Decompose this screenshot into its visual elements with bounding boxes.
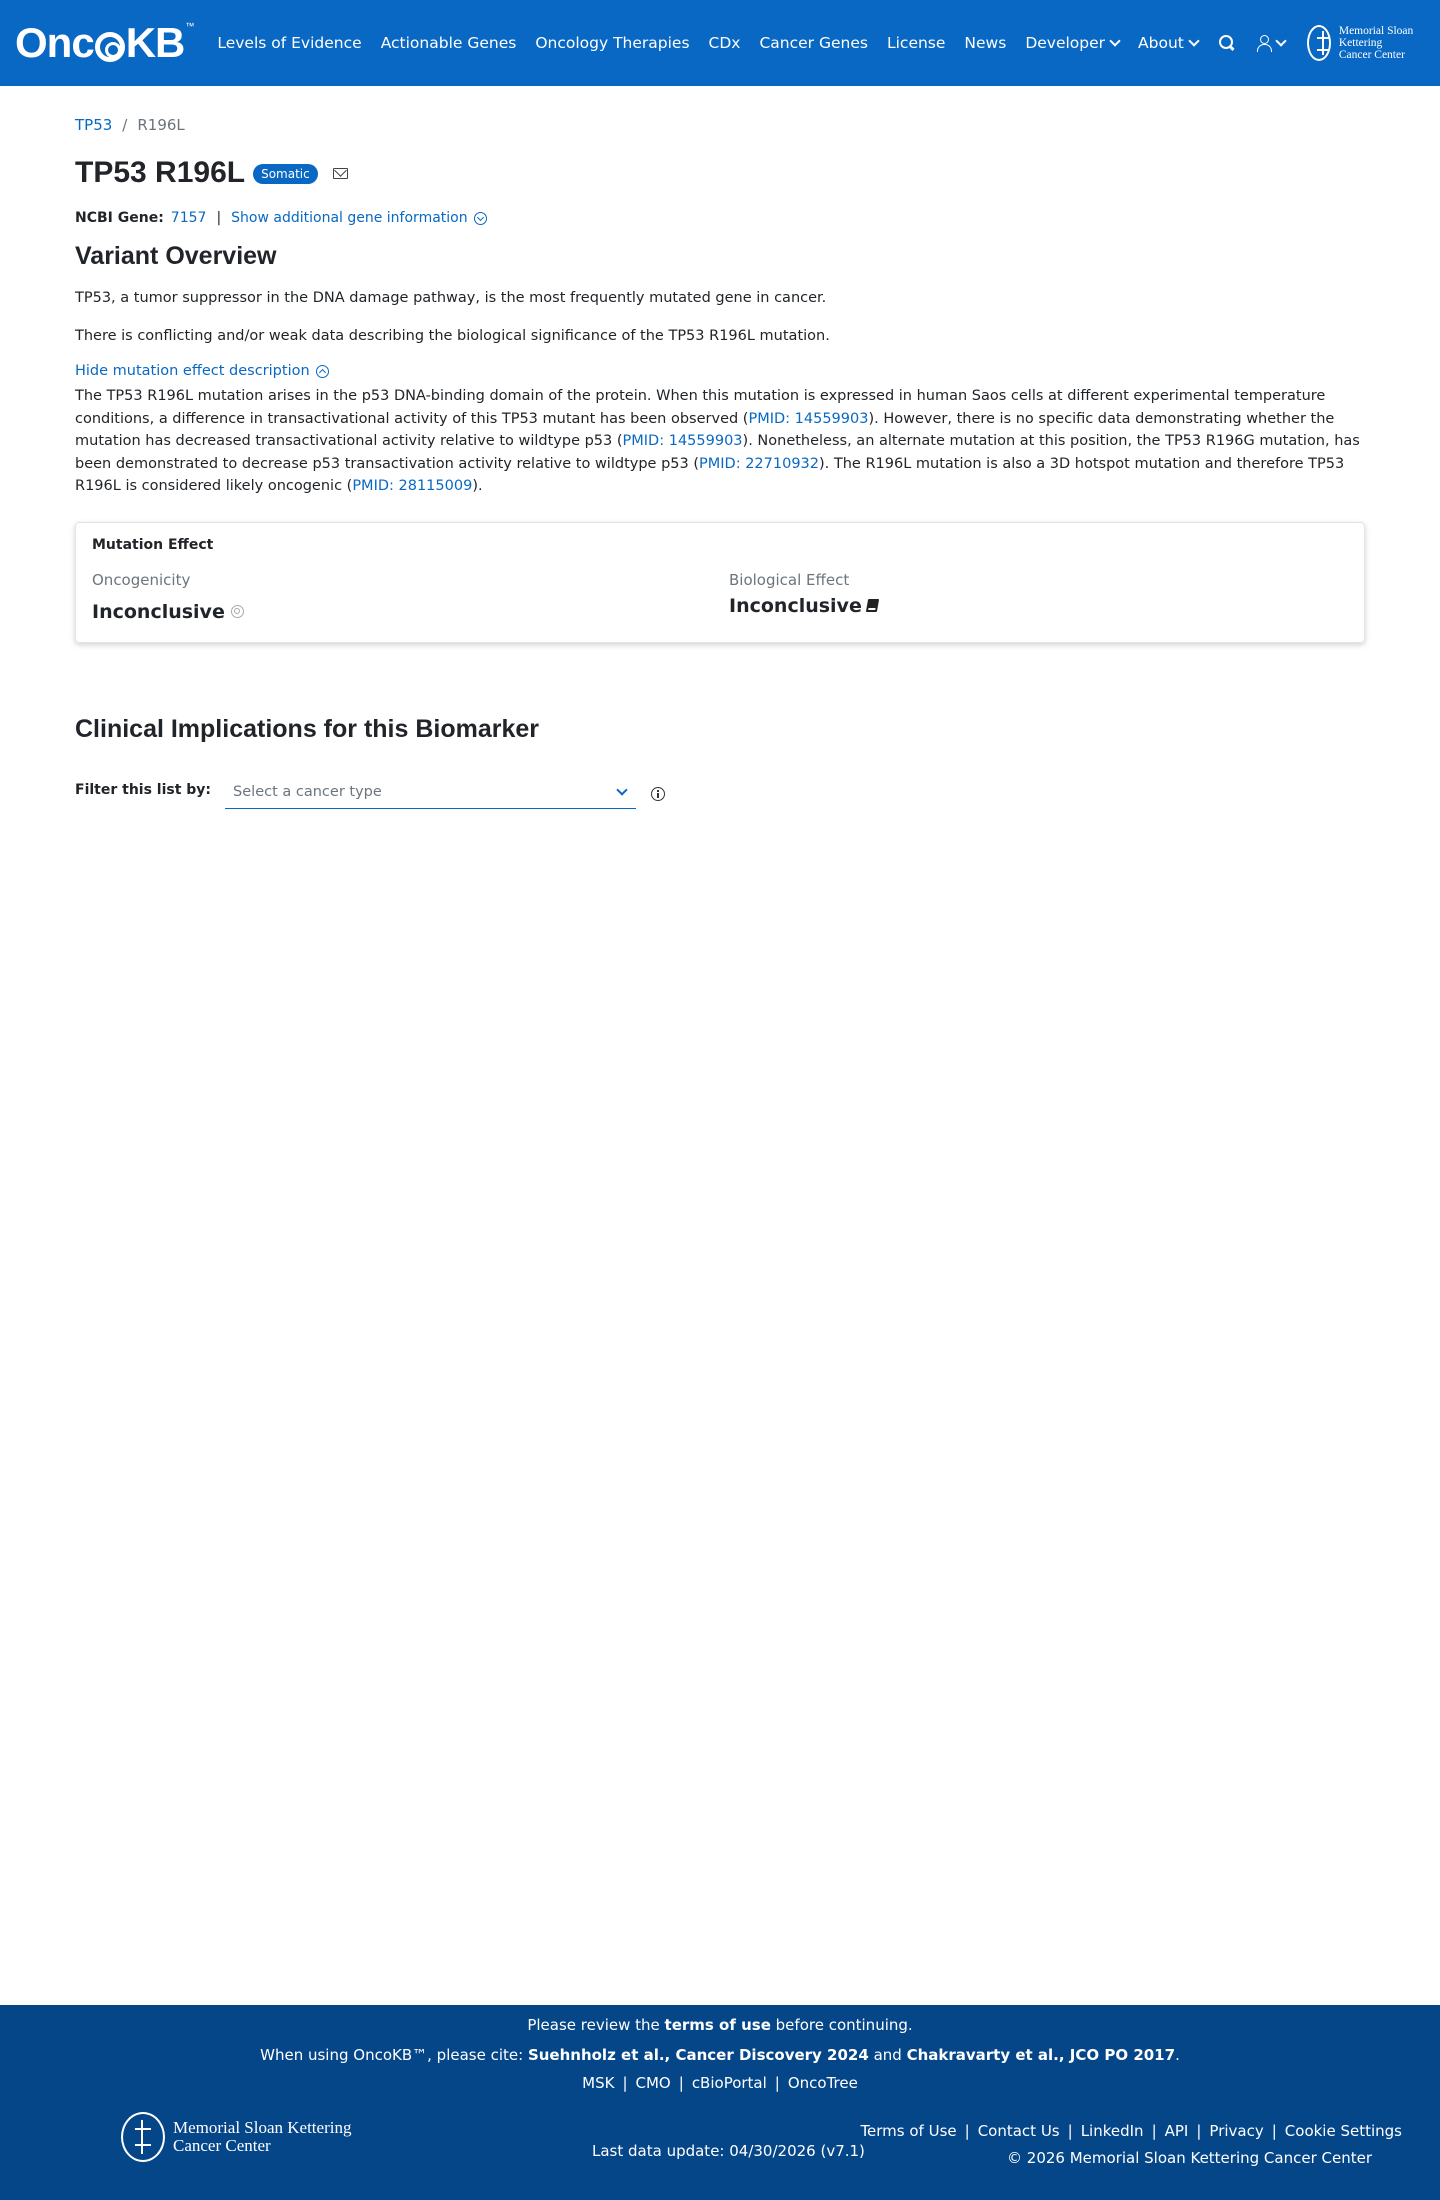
footer-link-terms[interactable]: Terms of Use <box>860 2122 957 2140</box>
footer-link-cbioportal[interactable]: cBioPortal <box>691 2074 767 2092</box>
footer-msk-line2: Cancer Center <box>173 2136 271 2155</box>
search-icon[interactable] <box>1219 35 1235 51</box>
nav-license[interactable]: License <box>886 34 946 52</box>
footer-partner-links <box>0 2074 1440 2092</box>
biological-effect-value: Inconclusive <box>729 594 862 617</box>
somatic-badge: Somatic <box>253 164 318 184</box>
footer <box>0 2005 1440 2200</box>
nav-about-label: About <box>1138 34 1184 52</box>
footer-link-cmo[interactable]: CMO <box>635 2074 671 2092</box>
nav-levels-of-evidence[interactable]: Levels of Evidence <box>217 34 362 52</box>
footer-separator: | <box>1196 2122 1202 2140</box>
footer-separator: | <box>678 2074 684 2092</box>
chevron-down-icon <box>1188 35 1199 46</box>
mutation-effect-description <box>75 385 1365 498</box>
breadcrumb <box>75 116 1365 134</box>
nav-about-dropdown[interactable] <box>1138 34 1198 52</box>
citation-link-suehnholz[interactable] <box>528 2046 869 2064</box>
terms-of-use-inline-link[interactable] <box>665 2016 771 2034</box>
footer-separator: | <box>964 2122 970 2140</box>
last-data-update: Last data update: 04/30/2026 (v7.1) <box>592 2142 865 2160</box>
main-content <box>75 86 1365 809</box>
nav-cdx[interactable]: CDx <box>708 34 741 52</box>
logo-o-icon <box>95 32 125 62</box>
footer-separator: | <box>1151 2122 1157 2140</box>
logo-text-onc: Onc <box>15 19 94 66</box>
footer-links <box>860 2122 1402 2140</box>
footer-separator: | <box>1067 2122 1073 2140</box>
chevron-down-icon <box>1109 35 1120 46</box>
cancer-type-select[interactable] <box>225 778 636 809</box>
nav-developer-label: Developer <box>1025 34 1106 52</box>
oncokb-logo[interactable] <box>15 19 194 66</box>
desc-text: ). <box>472 478 483 494</box>
pmid-link[interactable]: PMID: 14559903 <box>622 433 743 449</box>
footer-link-contact[interactable]: Contact Us <box>977 2122 1060 2140</box>
footer-cite-line <box>0 2046 1440 2064</box>
nav-cancer-genes[interactable]: Cancer Genes <box>759 34 868 52</box>
variant-overview-title: Variant Overview <box>75 242 277 270</box>
oncogenicity-value: Inconclusive <box>92 600 225 623</box>
breadcrumb-gene-link[interactable]: TP53 <box>75 116 113 134</box>
pmid-link[interactable]: PMID: 14559903 <box>748 410 869 427</box>
footer-cite-post: . <box>1175 2046 1180 2064</box>
msk-logo-text <box>1339 25 1425 61</box>
footer-link-msk[interactable]: MSK <box>582 2074 615 2092</box>
breadcrumb-separator: / <box>122 116 128 134</box>
footer-separator: | <box>1271 2122 1277 2140</box>
nav-news[interactable]: News <box>964 34 1007 52</box>
nav-links <box>217 34 1217 52</box>
ncbi-gene-link[interactable]: 7157 <box>170 210 207 226</box>
footer-msk-line1: Memorial Sloan Kettering <box>173 2118 352 2137</box>
hide-mutation-effect-link[interactable] <box>75 363 329 379</box>
msk-logo-line1: Memorial Sloan Kettering <box>1338 25 1414 49</box>
nav-actionable-genes[interactable]: Actionable Genes <box>380 34 517 52</box>
gene-info-row <box>75 210 1365 226</box>
gene-summary: TP53, a tumor suppressor in the DNA damage pathway, is the most frequently mutated gene in cancer. <box>75 290 827 306</box>
biological-effect-label: Biological Effect <box>729 570 850 589</box>
footer-link-cookie-settings[interactable]: Cookie Settings <box>1284 2122 1402 2140</box>
footer-msk-logo[interactable] <box>121 2112 351 2162</box>
msk-mark-icon <box>121 2112 165 2162</box>
msk-logo[interactable] <box>1307 25 1425 61</box>
desc-text: ). However, there is no specific data demonstrating whether the mutation has decreased transactivational activity relative to wildtype p53 ( <box>75 410 1335 449</box>
filter-label: Filter this list by: <box>75 781 212 798</box>
biological-effect-column <box>729 571 878 617</box>
footer-separator: | <box>622 2074 628 2092</box>
oncogenicity-column <box>92 571 244 623</box>
nav-oncology-therapies[interactable]: Oncology Therapies <box>535 34 690 52</box>
footer-review-pre: Please review the <box>527 2016 665 2034</box>
citation-suehnholz: Suehnholz et al., Cancer Discovery 2024 <box>527 2046 869 2064</box>
pmid-link[interactable]: PMID: 28115009 <box>352 478 473 494</box>
variant-summary: There is conflicting and/or weak data describing the biological significance of the TP53 R196L mutation. <box>75 328 830 344</box>
show-gene-info-label: Show additional gene information <box>231 210 468 226</box>
filter-row <box>75 778 1365 809</box>
desc-text: ). The R196L mutation is also a 3D hotspot mutation and therefore TP53 R196L is considered likely oncogenic ( <box>75 455 1345 494</box>
user-menu-dropdown[interactable] <box>1257 35 1285 51</box>
nav-developer-dropdown[interactable] <box>1025 34 1119 52</box>
oncogenicity-label: Oncogenicity <box>92 570 191 589</box>
mutation-effect-title: Mutation Effect <box>92 536 214 553</box>
desc-text: The TP53 R196L mutation arises in the p53 DNA-binding domain of the protein. When this mutation is expressed in human Saos cells at different experimental temperature conditions, a difference in transactivational activity of this TP53 mutant has been observed ( <box>75 388 1326 427</box>
logo-text-kb: KB <box>125 19 185 66</box>
chevron-down-icon <box>616 784 627 795</box>
citation-chakravarty: Chakravarty et al., JCO PO 2017 <box>906 2046 1176 2064</box>
book-icon[interactable] <box>866 599 879 612</box>
footer-link-privacy[interactable]: Privacy <box>1209 2122 1264 2140</box>
logo-trademark: ™ <box>185 21 194 31</box>
oncogenicity-target-icon[interactable] <box>231 605 244 618</box>
footer-review-line <box>0 2016 1440 2034</box>
terms-of-use-inline-label: terms of use <box>664 2016 771 2034</box>
ncbi-gene-label: NCBI Gene: <box>75 210 164 226</box>
info-icon[interactable] <box>651 787 665 801</box>
pipe-separator: | <box>216 210 222 226</box>
biological-effect-value-row <box>729 595 878 617</box>
citation-link-chakravarty[interactable] <box>907 2046 1176 2064</box>
user-icon <box>1257 35 1271 51</box>
footer-link-api[interactable]: API <box>1164 2122 1189 2140</box>
footer-cite-and: and <box>868 2046 907 2064</box>
chevron-down-icon <box>1275 35 1286 46</box>
footer-cite-pre: When using OncoKB™, please cite: <box>260 2046 528 2064</box>
footer-review-post: before continuing. <box>770 2016 913 2034</box>
chevron-circle-up-icon <box>316 365 329 378</box>
page-title: TP53 R196L <box>75 156 246 189</box>
footer-link-linkedin[interactable]: LinkedIn <box>1080 2122 1144 2140</box>
mail-icon[interactable] <box>333 168 348 179</box>
top-navbar <box>0 0 1440 86</box>
pmid-link[interactable]: PMID: 22710932 <box>699 455 819 472</box>
copyright: © 2026 Memorial Sloan Kettering Cancer Center <box>1007 2149 1372 2167</box>
desc-text: ). Nonetheless, an alternate mutation at this position, the TP53 R196G mutation, has been demonstrated to decrease p53 transactivation activity relative to wildtype p53 ( <box>75 433 1360 472</box>
msk-mark-icon <box>1307 25 1331 61</box>
footer-link-oncotree[interactable]: OncoTree <box>787 2074 858 2092</box>
clinical-implications-title: Clinical Implications for this Biomarker <box>75 714 540 743</box>
title-row <box>75 156 1365 190</box>
footer-msk-text <box>173 2119 351 2155</box>
oncogenicity-value-row <box>92 601 244 623</box>
nav-icons <box>1219 35 1285 51</box>
mutation-effect-card <box>75 522 1365 643</box>
cancer-type-placeholder: Select a cancer type <box>233 783 382 800</box>
hide-mutation-effect-label: Hide mutation effect description <box>75 363 310 379</box>
show-gene-info-link[interactable] <box>231 210 486 226</box>
footer-separator: | <box>774 2074 780 2092</box>
chevron-circle-down-icon <box>474 212 487 225</box>
breadcrumb-current: R196L <box>137 116 185 134</box>
msk-logo-line2: Cancer Center <box>1338 49 1405 61</box>
